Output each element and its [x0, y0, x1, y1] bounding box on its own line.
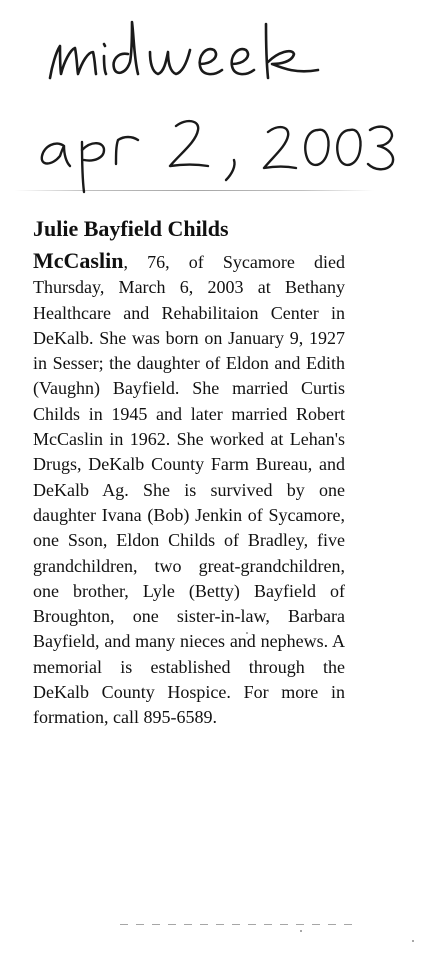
headline-name-line2: McCaslin: [33, 248, 124, 273]
clipping-bottom-edge: [120, 924, 360, 925]
headline-name-line1: Julie Bayfield Childs: [33, 216, 229, 241]
scan-speck: [246, 632, 248, 634]
obituary-text: , 76, of Sycamore died Thursday, March 6, 2003 at Bethany Healthcare and Rehabilitaion Center in DeKalb. She was born on January 9, 1927 in Sesser; the daughter of Eldon and Edith (Vaughn) Bayfield. She married Curtis Childs in 1945 and later married Robert McCaslin in 1962. She worked at Lehan's Drugs, DeKalb County Farm Bureau, and DeKalb Ag. She is survived by one daughter Ivana (Bob) Jenkin of Sycamore, one Sson, Eldon Childs of Bradley, five grandchildren, two great-grandchildren, one brother, Lyle (Betty) Bayfield of Broughton, one sister-in-law, Barbara Bayfield, and many nieces and nephews. A memorial is established through the DeKalb County Hospice. For more in formation, call 895-6589.: [33, 252, 345, 728]
handwritten-annotation: [0, 0, 435, 200]
handwritten-date: [42, 121, 393, 192]
scan-speck: [300, 930, 302, 932]
scan-speck: [412, 940, 414, 942]
obituary-body: [33, 248, 345, 731]
obituary-headline: [33, 216, 345, 242]
clipping-top-edge: [14, 190, 374, 191]
handwritten-midweek: [50, 22, 318, 78]
